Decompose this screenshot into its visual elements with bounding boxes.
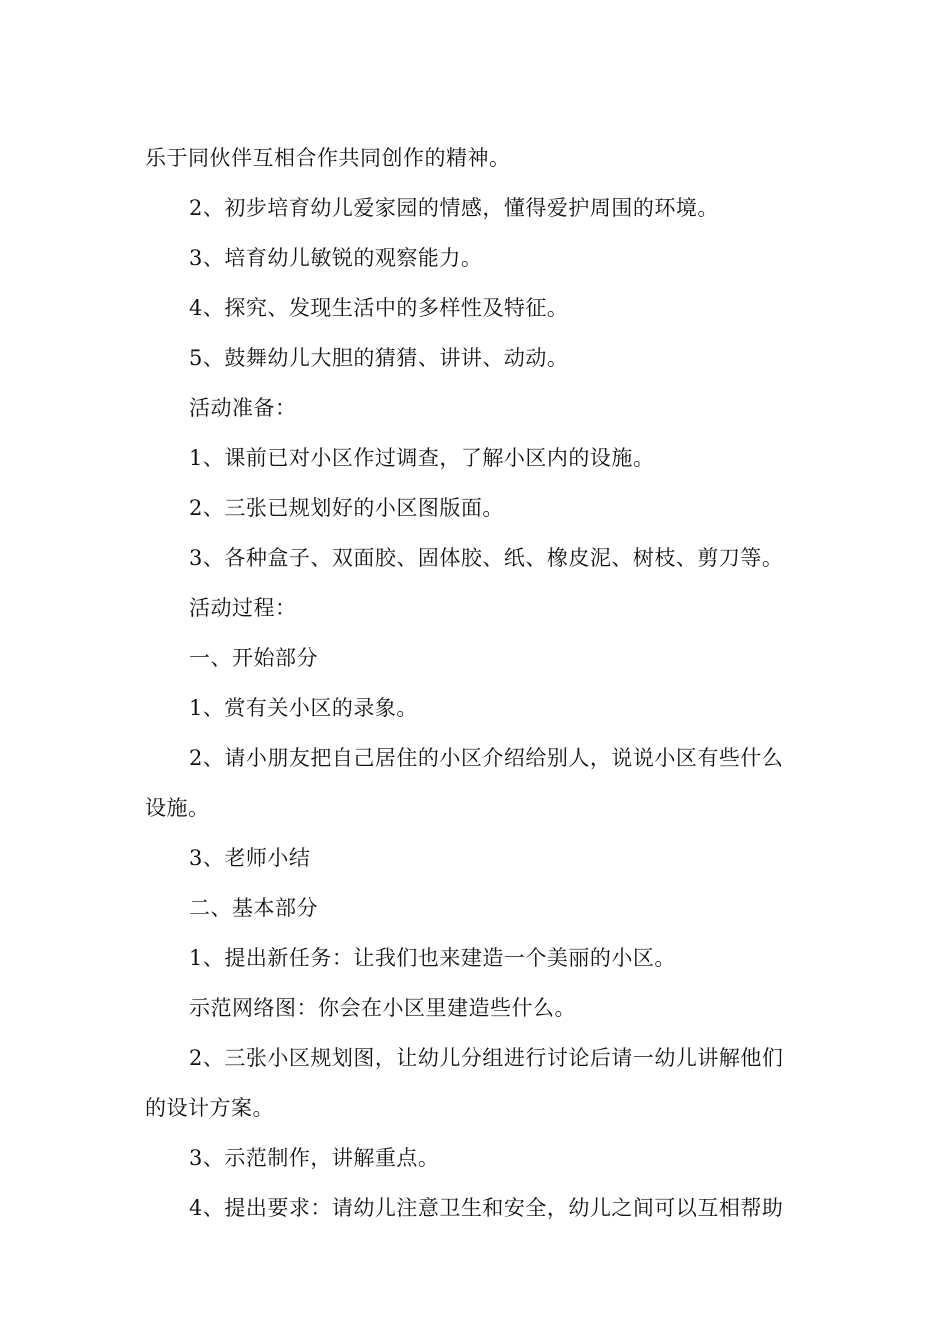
text-line: 设施。 (145, 796, 210, 820)
text-line: 3、各种盒子、双面胶、固体胶、纸、橡皮泥、树枝、剪刀等。 (189, 546, 784, 570)
text-line: 5、鼓舞幼儿大胆的猜猜、讲讲、动动。 (189, 346, 569, 370)
section-heading: 活动过程： (189, 596, 297, 620)
text-line: 的设计方案。 (145, 1096, 274, 1120)
text-line: 4、探究、发现生活中的多样性及特征。 (189, 296, 569, 320)
text-line: 1、提出新任务：让我们也来建造一个美丽的小区。 (189, 946, 676, 970)
text-line: 1、课前已对小区作过调查，了解小区内的设施。 (189, 446, 655, 470)
text-line: 示范网络图：你会在小区里建造些什么。 (189, 996, 576, 1020)
text-line: 2、三张已规划好的小区图版面。 (189, 496, 504, 520)
subsection-heading: 二、基本部分 (189, 896, 318, 920)
text-line: 4、提出要求：请幼儿注意卫生和安全，幼儿之间可以互相帮助 (189, 1196, 784, 1220)
text-line: 乐于同伙伴互相合作共同创作的精神。 (145, 146, 511, 170)
document-body (145, 133, 810, 1233)
text-line: 3、老师小结 (189, 846, 311, 870)
text-line: 3、示范制作，讲解重点。 (189, 1146, 440, 1170)
subsection-heading: 一、开始部分 (189, 646, 318, 670)
section-heading: 活动准备： (189, 396, 297, 420)
text-line: 2、请小朋友把自己居住的小区介绍给别人，说说小区有些什么 (189, 746, 784, 770)
text-line: 2、初步培育幼儿爱家园的情感，懂得爱护周围的环境。 (189, 196, 719, 220)
text-line: 2、三张小区规划图，让幼儿分组进行讨论后请一幼儿讲解他们 (189, 1046, 784, 1070)
text-line: 1、赏有关小区的录象。 (189, 696, 418, 720)
text-line: 3、培育幼儿敏锐的观察能力。 (189, 246, 483, 270)
